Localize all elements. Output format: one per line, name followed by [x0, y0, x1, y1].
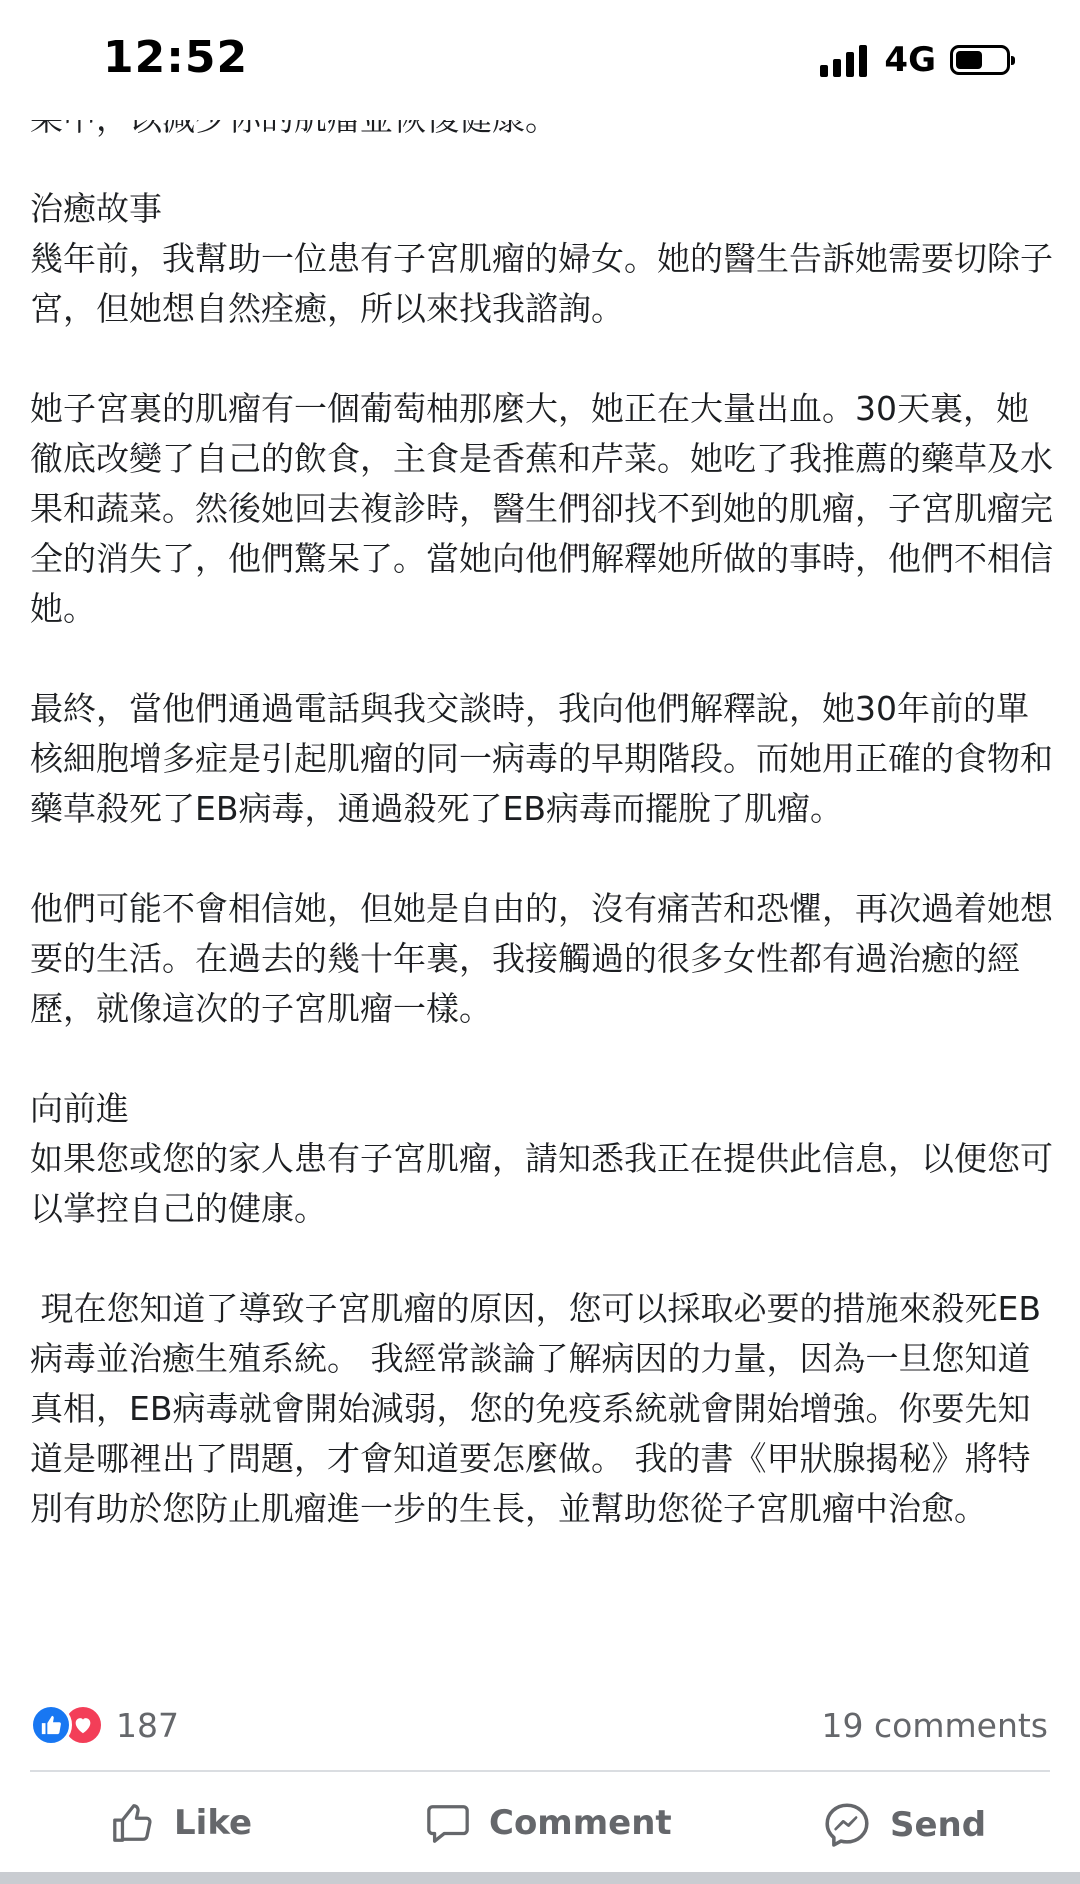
- post-paragraph: 她子宮裏的肌瘤有一個葡萄柚那麼大，她正在大量出血。30天裏，她徹底改變了自己的飲食，主食是香蕉和芹菜。她吃了我推薦的藥草及水果和蔬菜。然後她回去複診時，醫生們卻找不到她的肌瘤，子宮肌瘤完全的消失了，他們驚呆了。當她向他們解釋她所做的事時，他們不相信她。: [30, 389, 1053, 628]
- reaction-summary[interactable]: [30, 1704, 179, 1746]
- like-reaction-icon: [30, 1704, 72, 1746]
- post-paragraph: 他們可能不會相信她，但她是自由的，沒有痛苦和恐懼，再次過着她想要的生活。在過去的幾十年裏，我接觸過的很多女性都有過治癒的經歷，就像這次的子宮肌瘤一樣。: [30, 889, 1053, 1028]
- thumbs-up-icon: [110, 1800, 156, 1846]
- comment-button[interactable]: [425, 1800, 672, 1846]
- comment-icon: [425, 1800, 471, 1846]
- network-type: 4G: [884, 40, 936, 80]
- post-paragraph: 向前進 如果您或您的家人患有子宮肌瘤，請知悉我正在提供此信息，以便您可以掌控自己的健康。: [30, 1089, 1053, 1228]
- send-button[interactable]: [822, 1800, 986, 1850]
- messenger-icon: [822, 1800, 872, 1850]
- post-paragraph: 最終，當他們通過電話與我交談時，我向他們解釋說，她30年前的單核細胞增多症是引起肌瘤的同一病毒的早期階段。而她用正確的食物和藥草殺死了EB病毒，通過殺死了EB病毒而擺脫了肌瘤。: [30, 689, 1053, 828]
- status-time: 12:52: [103, 32, 249, 83]
- signal-strength-icon: [820, 43, 872, 77]
- send-label: Send: [890, 1805, 987, 1845]
- post-actions: [0, 1790, 1080, 1862]
- status-bar: [0, 0, 1080, 120]
- like-button[interactable]: [110, 1800, 252, 1846]
- like-label: Like: [174, 1803, 253, 1843]
- post-paragraph: 治癒故事 幾年前，我幫助一位患有子宮肌瘤的婦女。她的醫生告訴她需要切除子宮，但她想自然痊癒，所以來找我諮詢。: [30, 189, 1053, 328]
- reaction-count: 187: [116, 1705, 179, 1745]
- post-paragraph: 現在您知道了導致子宮肌瘤的原因，您可以採取必要的措施來殺死EB病毒並治癒生殖系統。 我經常談論了解病因的力量，因為一旦您知道真相，EB病毒就會開始減弱，您的免疫系統就會開始增強。你要先知道是哪裡出了問題，才會知道要怎麼做。 我的書《甲狀腺揭秘》將特別有助於您防止肌瘤進一步的生長，並幫助您從子宮肌瘤中治愈。: [30, 1289, 1041, 1528]
- status-indicators: [820, 40, 1010, 80]
- comment-label: Comment: [489, 1803, 672, 1843]
- battery-tip: [1011, 56, 1015, 65]
- post-body: [30, 184, 1055, 1584]
- battery-icon: [950, 45, 1010, 75]
- comments-count-link[interactable]: 19 comments: [821, 1705, 1048, 1745]
- battery-level: [956, 51, 982, 69]
- divider: [30, 1770, 1050, 1772]
- reactions-bar: [30, 1700, 1050, 1750]
- bottom-edge: [0, 1872, 1080, 1884]
